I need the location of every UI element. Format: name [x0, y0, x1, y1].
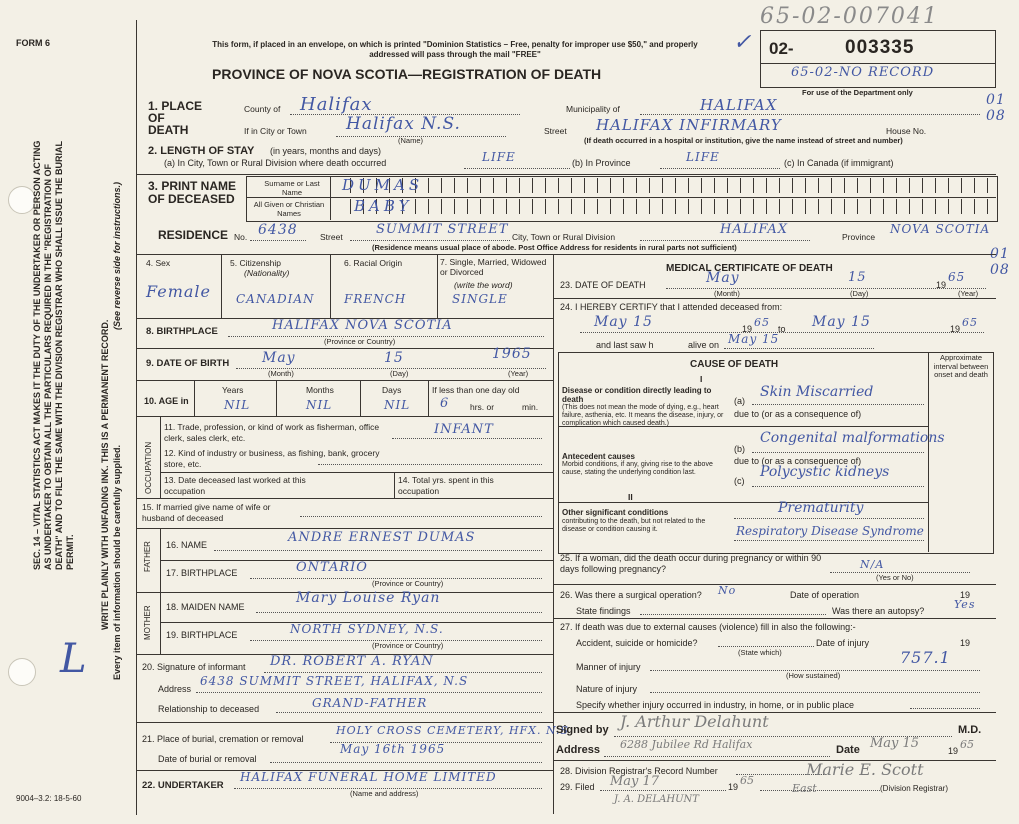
municipality-value: HALIFAX [700, 96, 778, 114]
mother-birthplace-label: 19. BIRTHPLACE [166, 630, 238, 640]
statute-text: SEC. 14 – VITAL STATISTICS ACT MAKES IT THE DUTY OF THE UNDERTAKER OR PERSON ACTING AS UNDERTAKER TO OBTAIN ALL THE PARTICULARS REQUIRED IN THE "REGISTRATION OF DEATH" AND TO FILE THE SAME WITH THE DIVISION REGISTRAR WHO SHALL ISSUE THE BURIAL PERMIT. [32, 140, 75, 570]
dod-day: 15 [848, 270, 867, 285]
dob-month-caption: (Month) [268, 369, 294, 378]
instructions-note: (See reverse side for instructions.) [112, 181, 122, 330]
undertaker-sub: (Name and address) [350, 789, 419, 798]
stay-label: 2. LENGTH OF STAY [148, 145, 255, 157]
autopsy-value: Yes [954, 598, 976, 611]
residence-province: NOVA SCOTIA [890, 222, 991, 236]
q26-value: No [718, 584, 737, 597]
stay-a-label: (a) In City, Town or Rural Division where death occurred [164, 158, 387, 168]
father-name-label: 16. NAME [166, 540, 208, 550]
punch-hole [8, 658, 36, 686]
how-sustained-caption: (How sustained) [786, 671, 841, 680]
name-caption: (Name) [398, 136, 424, 145]
autopsy-label: Was there an autopsy? [832, 606, 925, 616]
alive-date: May 15 [728, 332, 780, 346]
dob-year-caption: (Year) [508, 369, 529, 378]
injury-year-prefix: 19 [960, 638, 971, 648]
cause-c-value: Polycystic kidneys [760, 464, 890, 480]
physician-address: 6288 Jubilee Rd Halifax [620, 738, 753, 751]
q25-value: N/A [860, 558, 885, 571]
informant-signature-label: 20. Signature of informant [142, 662, 246, 672]
roman-two: II [628, 492, 633, 502]
occupation-11-value: INFANT [434, 422, 494, 437]
filed-year: 65 [740, 774, 754, 787]
injury-date-label: Date of injury [816, 638, 870, 648]
disease-note: (This does not mean the mode of dying, e.g., heart failure, asthenia, etc. It means the disease, injury, or complication which caused death.) [562, 404, 724, 427]
attended-to-year: 65 [962, 316, 978, 329]
cause-b-value: Congenital malformations [760, 430, 945, 446]
antecedent-label: Antecedent causes [562, 452, 635, 461]
yes-no-caption: (Yes or No) [876, 573, 914, 582]
given-label: All Given or Christian Names [253, 200, 325, 218]
sex-value: Female [146, 282, 211, 301]
relationship-label: Relationship to deceased [158, 704, 260, 714]
dob-day: 15 [384, 350, 404, 366]
reg-handwritten: 65-02-NO RECORD [791, 65, 935, 80]
age-years-label: Years [222, 385, 244, 395]
sign-year-prefix: 19 [948, 746, 959, 756]
residence-no: 6438 [258, 222, 298, 238]
occupation-15-label: 15. If married give name of wife or husband of deceased [142, 502, 271, 523]
cod-heading: CAUSE OF DEATH [690, 359, 779, 370]
county-value: Halifax [300, 94, 373, 115]
filed-date: May 17 [610, 774, 660, 789]
dod-year-prefix: 19 [936, 280, 947, 290]
nature-label: Nature of injury [576, 684, 638, 694]
racial-origin-value: FRENCH [344, 292, 407, 306]
age-label: 10. AGE in [144, 396, 189, 406]
other-condition-2: Respiratory Disease Syndrome [736, 524, 924, 538]
given-value: BABY [354, 197, 413, 215]
margin-initial: L [60, 636, 88, 682]
father-name: ANDRE ERNEST DUMAS [288, 530, 476, 545]
form-code: 9004–3.2: 18-5-60 [16, 794, 82, 803]
stay-b-label: (b) In Province [572, 158, 631, 168]
cause-a-value: Skin Miscarried [760, 384, 874, 400]
dob-year: 1965 [492, 346, 532, 362]
occupation-side-label: OCCUPATION [144, 441, 153, 494]
disease-label: Disease or condition directly leading to death [562, 386, 712, 404]
filed-label: 29. Filed [560, 782, 595, 792]
reg-number: 003335 [845, 37, 915, 58]
reg-prefix: 02- [769, 39, 794, 58]
registration-box [760, 30, 996, 88]
antecedent-note: Morbid conditions, if any, giving rise to the above cause, stating the underlying condition last. [562, 461, 713, 476]
given-cells [338, 199, 996, 218]
manner-label: Manner of injury [576, 662, 641, 672]
dod-label: 23. DATE OF DEATH [560, 280, 646, 290]
father-birthplace-sub: (Province or Country) [372, 579, 444, 588]
envelope-note: This form, if placed in an envelope, on which is printed "Dominion Statistics – Free, penalty for improper use $50," and properly addressed will pass through the mail "FREE" [212, 40, 698, 59]
surname-value: DUMAS [342, 176, 424, 194]
mother-side-label: MOTHER [143, 605, 152, 640]
q27-label: 27. If death was due to external causes (violence) fill in also the following:- [560, 622, 856, 632]
filed-year-prefix: 19 [728, 782, 739, 792]
roman-one: I [700, 374, 703, 384]
attended-to: May 15 [812, 314, 871, 330]
to-year-prefix: 19 [950, 324, 961, 334]
racial-origin-label: 6. Racial Origin [344, 258, 403, 268]
ink-note: WRITE PLAINLY WITH UNFADING INK. THIS IS A PERMANENT RECORD. [100, 319, 110, 630]
stay-a-value: LIFE [482, 150, 516, 164]
certify-label: 24. I HEREBY CERTIFY that I attended deceased from: [560, 302, 783, 312]
age-months-label: Months [306, 385, 334, 395]
dod-month: May [706, 270, 740, 286]
age-years: NIL [224, 398, 251, 412]
mother-birthplace-sub: (Province or Country) [372, 641, 444, 650]
cause-b-label: (b) [734, 444, 745, 454]
accident-label: Accident, suicide or homicide? [576, 638, 698, 648]
md-label: M.D. [958, 724, 982, 736]
father-birthplace: ONTARIO [296, 560, 368, 575]
father-birthplace-label: 17. BIRTHPLACE [166, 568, 238, 578]
informant-address-label: Address [158, 684, 192, 694]
cause-a-label: (a) [734, 396, 745, 406]
citizenship-sub: (Nationality) [244, 268, 290, 278]
injury-code: 757.1 [900, 648, 951, 667]
occupation-12-label: 12. Kind of industry or business, as fishing, bank, grocery store, etc. [164, 448, 380, 469]
printed-physician-name: J. A. DELAHUNT [614, 794, 699, 805]
physician-address-label: Address [556, 744, 601, 756]
surname-cells [338, 178, 996, 197]
residence-no-label: No. [234, 232, 248, 242]
q26-label: 26. Was there a surgical operation? [560, 590, 702, 600]
birthplace-value: HALIFAX NOVA SCOTIA [272, 318, 453, 333]
mother-name-label: 18. MAIDEN NAME [166, 602, 245, 612]
mother-birthplace: NORTH SYDNEY, N.S. [290, 622, 444, 636]
dod-month-caption: (Month) [714, 289, 740, 298]
place-label: 1. PLACE OF DEATH [148, 99, 203, 137]
physician-signature: J. Arthur Delahunt [620, 712, 769, 731]
residence-street-label: Street [320, 232, 343, 242]
q25-label: 25. If a woman, did the death occur during pregnancy or within 90 days following pregnancy? [560, 553, 822, 574]
due-to-label-a: due to (or as a consequence of) [734, 409, 862, 419]
burial-place: HOLY CROSS CEMETERY, HFX. N.S [336, 724, 569, 737]
min-label: min. [522, 402, 539, 412]
corner-number: 65-02-007041 [760, 4, 939, 29]
signed-by-label: Signed by [556, 724, 609, 736]
other-condition-1: Prematurity [778, 500, 864, 516]
marital-sub: (write the word) [454, 280, 513, 290]
sex-label: 4. Sex [146, 258, 171, 268]
medical-heading: MEDICAL CERTIFICATE OF DEATH [666, 263, 833, 274]
where-label: Specify whether injury occurred in industry, in home, or in public place [576, 700, 854, 710]
cause-c-label: (c) [734, 476, 745, 486]
father-side-label: FATHER [143, 541, 152, 572]
findings-label: State findings [576, 606, 631, 616]
marital-label: 7. Single, Married, Widowed or Divorced [440, 257, 547, 277]
dob-month: May [262, 350, 296, 366]
birthplace-sub: (Province or Country) [324, 337, 396, 346]
dob-label: 9. DATE OF BIRTH [146, 358, 230, 369]
undertaker-label: 22. UNDERTAKER [142, 780, 224, 791]
mother-name: Mary Louise Ryan [296, 590, 441, 606]
last-seen-label: and last saw h [596, 340, 654, 350]
record-number-label: 28. Division Registrar's Record Number [560, 766, 718, 776]
age-days-label: Days [382, 385, 402, 395]
hrs-label: hrs. or [470, 402, 495, 412]
residence-city: HALIFAX [720, 222, 789, 237]
sign-date-label: Date [836, 744, 860, 756]
supplied-note: Every item of information should be carefully supplied. [112, 444, 122, 680]
attended-from: May 15 [594, 314, 653, 330]
hospital-note: (If death occurred in a hospital or institution, give the name instead of street and number) [584, 136, 903, 145]
form-label: FORM 6 [16, 38, 51, 48]
to-label: to [778, 324, 786, 334]
stay-b-value: LIFE [686, 150, 720, 164]
interval-header: Approximate interval between onset and death [933, 353, 989, 379]
registrar-caption: (Division Registrar) [880, 784, 949, 793]
operation-year-prefix: 19 [960, 590, 971, 600]
burial-date: May 16th 1965 [340, 742, 446, 756]
reg-caption: For use of the Department only [802, 88, 913, 97]
street-label: Street [544, 126, 567, 136]
citizenship-value: CANADIAN [236, 292, 315, 306]
check-mark: ✓ [733, 30, 753, 55]
lt-day-label: If less than one day old [432, 385, 520, 395]
stay-c-label: (c) In Canada (if immigrant) [784, 158, 894, 168]
residence-city-label: City, Town or Rural Division [512, 232, 616, 242]
sign-date-year: 65 [960, 738, 974, 751]
marital-value: SINGLE [452, 292, 508, 306]
occupation-11-label: 11. Trade, profession, or kind of work as fisherman, office clerk, sales clerk, etc. [164, 422, 380, 443]
other-conditions-label: Other significant conditions [562, 508, 669, 517]
street-value: HALIFAX INFIRMARY [596, 116, 782, 134]
stay-sub: (in years, months and days) [270, 146, 382, 156]
occupation-13-label: 13. Date deceased last worked at this occupation [164, 475, 306, 496]
surname-label: Surname or Last Name [264, 179, 320, 197]
attended-from-year: 65 [754, 316, 770, 329]
dod-day-caption: (Day) [850, 289, 869, 298]
registrar-signature: Marie E. Scott [806, 760, 924, 779]
dod-year: 65 [948, 270, 966, 284]
informant-signature: DR. ROBERT A. RYAN [270, 654, 434, 669]
age-days: NIL [384, 398, 411, 412]
other-conditions-note: contributing to the death, but not related to the disease or condition causing it. [562, 518, 706, 533]
occupation-14-label: 14. Total yrs. spent in this occupation [398, 475, 494, 496]
dob-day-caption: (Day) [390, 369, 409, 378]
due-to-label-b: due to (or as a consequence of) [734, 456, 862, 466]
age-months: NIL [306, 398, 333, 412]
margin-code-top: 01 08 [986, 92, 1006, 124]
alive-on-label: alive on [688, 340, 720, 350]
relationship-value: GRAND-FATHER [312, 696, 428, 710]
birthplace-label: 8. BIRTHPLACE [146, 326, 218, 337]
citizenship-label: 5. Citizenship [230, 258, 282, 268]
city-label: If in City or Town [244, 126, 307, 136]
city-value: Halifax N.S. [346, 114, 461, 134]
sign-date: May 15 [870, 736, 920, 751]
burial-date-label: Date of burial or removal [158, 754, 257, 764]
name-section-label: 3. PRINT NAME OF DECEASED [148, 179, 237, 206]
county-label: County of [244, 104, 281, 114]
east-note: East [792, 782, 817, 795]
margin-code-mid: 01 08 [990, 246, 1010, 278]
residence-note: (Residence means usual place of abode. Post Office Address for residents in rural parts not sufficient) [372, 243, 737, 252]
informant-address: 6438 SUMMIT STREET, HALIFAX, N.S [200, 674, 469, 688]
house-label: House No. [886, 126, 927, 136]
age-hours: 6 [440, 396, 450, 411]
state-which-caption: (State which) [738, 648, 782, 657]
page-title: PROVINCE OF NOVA SCOTIA—REGISTRATION OF DEATH [212, 66, 602, 82]
undertaker-value: HALIFAX FUNERAL HOME LIMITED [240, 770, 497, 784]
from-year-prefix: 19 [742, 324, 753, 334]
burial-place-label: 21. Place of burial, cremation or removal [142, 734, 304, 744]
residence-province-label: Province [842, 232, 876, 242]
residence-label: RESIDENCE [158, 228, 229, 242]
operation-date-label: Date of operation [790, 590, 860, 600]
dod-year-caption: (Year) [958, 289, 979, 298]
municipality-label: Municipality of [566, 104, 620, 114]
residence-street: SUMMIT STREET [376, 222, 509, 237]
